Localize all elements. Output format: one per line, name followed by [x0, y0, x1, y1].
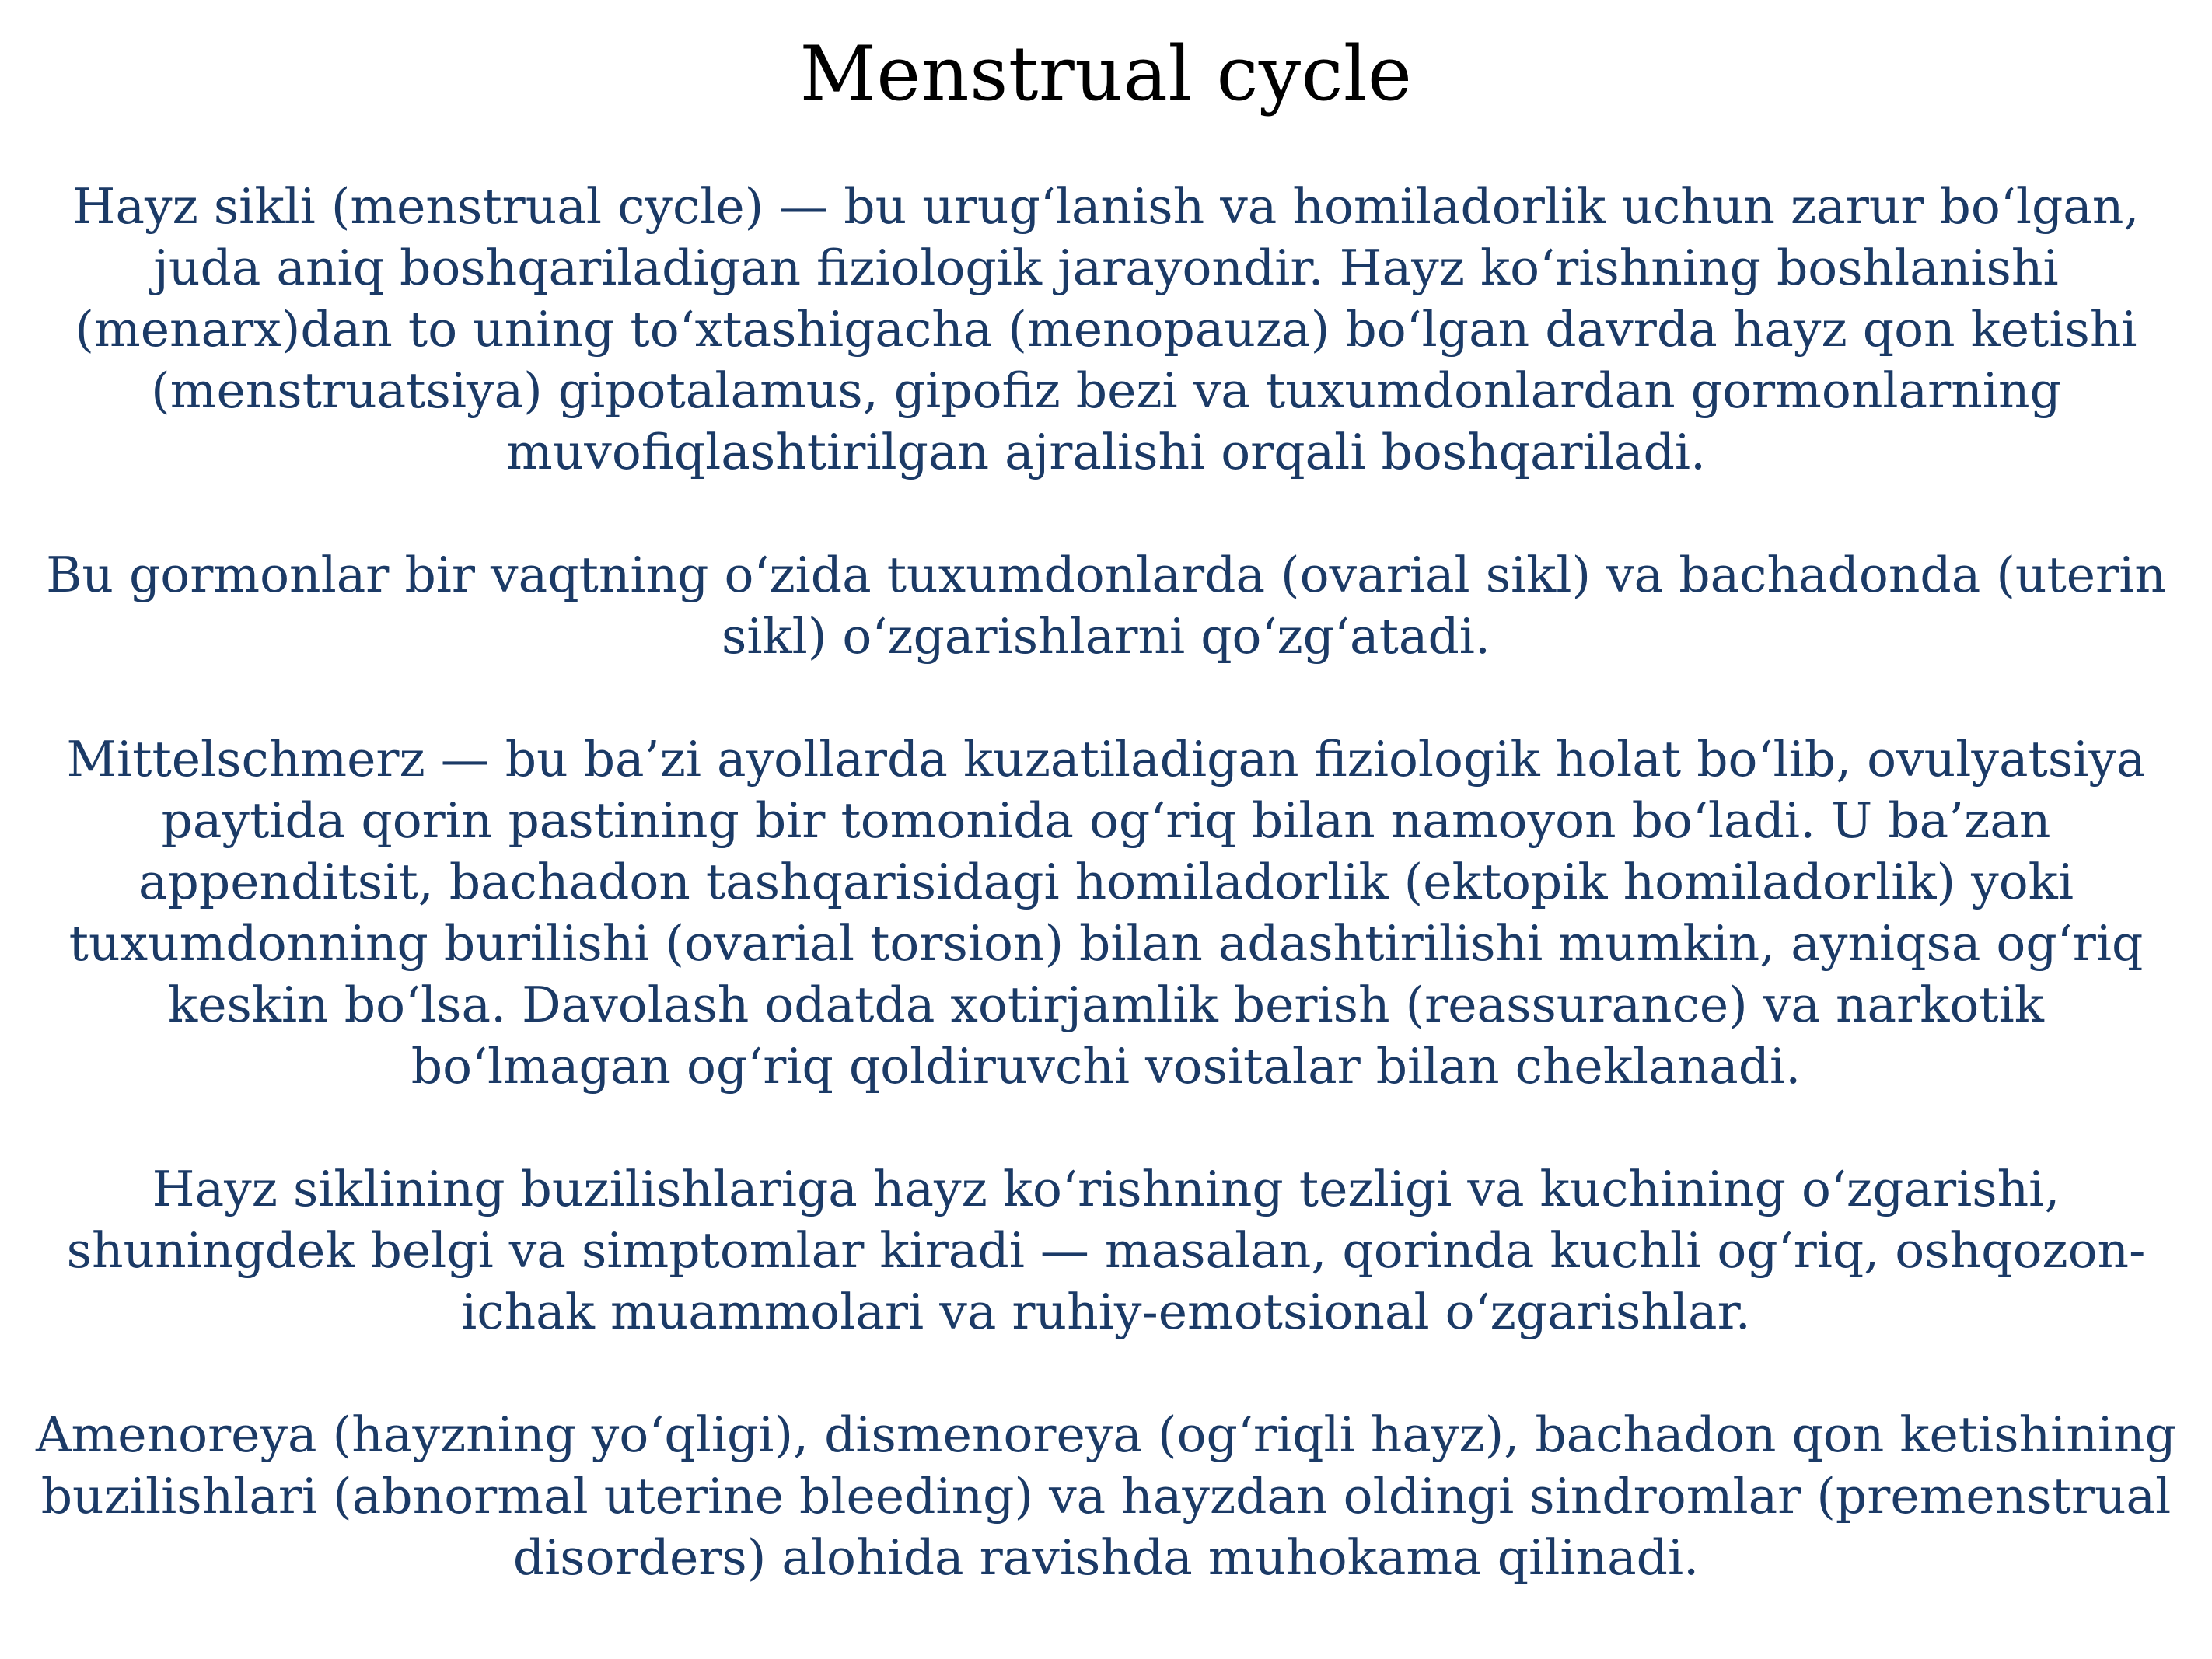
page-title: Menstrual cycle	[799, 30, 1413, 117]
paragraph-mittelschmerz: Mittelschmerz — bu ba’zi ayollarda kuzatiladigan fiziologik holat bo‘lib, ovulyatsiya paytida qorin pastining bir tomonida og‘riq bilan namoyon bo‘ladi. U ba’zan appenditsit, bachadon tashqarisidagi homiladorlik (ektopik homiladorlik) yoki tuxumdonning burilishi (ovarial torsion) bilan adashtirilishi mumkin, ayniqsa og‘riq keskin bo‘lsa. Davolash odatda xotirjamlik berish (reassurance) va narkotik bo‘lmagan og‘riq qoldiruvchi vositalar bilan cheklanadi.	[66, 731, 2146, 1095]
paragraph-hormone-effects: Bu gormonlar bir vaqtning o‘zida tuxumdonlarda (ovarial sikl) va bachadonda (uterin sikl) o‘zgarishlarni qo‘zg‘atadi.	[46, 547, 2166, 665]
paragraph-menstrual-cycle-definition: Hayz sikli (menstrual cycle) — bu urug‘lanish va homiladorlik uchun zarur bo‘lgan, juda aniq boshqariladigan fiziologik jarayondir. Hayz ko‘rishning boshlanishi (menarx)dan to uning to‘xtashigacha (menopauza) bo‘lgan davrda hayz qon ketishi (menstruatsiya) gipotalamus, gipofiz bezi va tuxumdonlardan gormonlarning muvofiqlashtirilgan ajralishi orqali boshqariladi.	[72, 178, 2140, 480]
paragraph-specific-disorders: Amenoreya (hayzning yo‘qligi), dismenoreya (og‘riqli hayz), bachadon qon ketishining buzilishlari (abnormal uterine bleeding) va hayzdan oldingi sindromlar (premenstrual disorders) alohida ravishda muhokama qilinadi.	[36, 1406, 2176, 1586]
body-content	[31, 176, 2181, 1588]
paragraph-cycle-disorders: Hayz siklining buzilishlariga hayz ko‘rishning tezligi va kuchining o‘zgarishi, shuningdek belgi va simptomlar kiradi — masalan, qorinda kuchli og‘riq, oshqozon-ichak muammolari va ruhiy-emotsional o‘zgarishlar.	[66, 1161, 2146, 1340]
